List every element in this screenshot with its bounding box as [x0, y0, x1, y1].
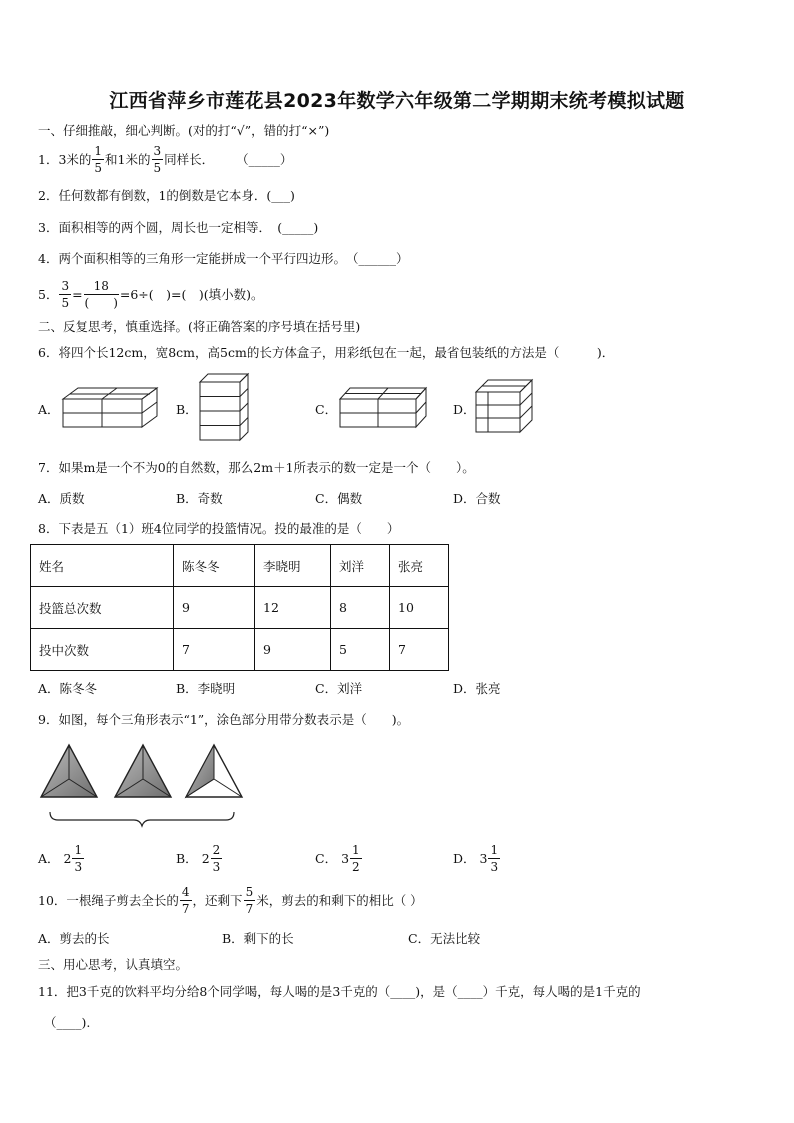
q1-fraction-2: $\frac{3}{5}$ — [153, 143, 162, 175]
q9-triangles-figure — [38, 742, 248, 832]
q6-option-b-label[interactable]: B． — [176, 402, 198, 417]
table-cell: 陈冬冬 — [174, 545, 255, 587]
q9-option-a-whole: 2 — [63, 850, 72, 866]
q9-option-c-fraction: $\frac{1}{2}$ — [352, 842, 360, 874]
q10-text-post: 米，剪去的和剩下的相比（ ） — [256, 893, 423, 908]
section-1-heading: 一、仔细推敲，细心判断。(对的打“√”，错的打“×”) — [38, 123, 330, 138]
q7-option-d[interactable]: D．合数 — [453, 491, 501, 506]
q1-text-mid: 和1米的 — [105, 152, 151, 167]
q1-answer-blank[interactable]: （_____） — [236, 152, 293, 167]
q9-option-d-whole: 3 — [479, 850, 488, 866]
table-cell: 投中次数 — [31, 629, 174, 671]
q7-option-c[interactable]: C．偶数 — [315, 491, 363, 506]
table-cell: 7 — [390, 629, 449, 671]
table-cell: 7 — [174, 629, 255, 671]
q10-text-pre: 10．一根绳子剪去全长的 — [38, 893, 179, 908]
q9-option-b-label: B． — [176, 851, 198, 866]
q8-option-b[interactable]: B．李晓明 — [176, 681, 236, 696]
table-cell: 12 — [255, 587, 331, 629]
table-cell: 5 — [331, 629, 390, 671]
q5-equals: = — [72, 286, 83, 302]
question-10 — [38, 881, 423, 919]
question-3: 3．面积相等的两个圆，周长也一定相等． (_____) — [38, 220, 319, 235]
q5-fraction-2: $\frac{18}{( )}$ — [84, 278, 118, 310]
q9-option-c[interactable] — [315, 840, 363, 876]
q8-option-a[interactable]: A．陈冬冬 — [38, 681, 98, 696]
q7-option-b[interactable]: B．奇数 — [176, 491, 223, 506]
q6-option-c-figure — [338, 385, 430, 431]
q9-option-c-whole: 3 — [341, 850, 350, 866]
q9-option-a-label: A． — [38, 851, 60, 866]
table-cell: 投篮总次数 — [31, 587, 174, 629]
q8-option-d[interactable]: D．张亮 — [453, 681, 501, 696]
q6-option-a-figure — [60, 385, 160, 431]
question-5 — [38, 277, 264, 311]
table-row — [31, 629, 449, 671]
question-4: 4．两个面积相等的三角形一定能拼成一个平行四边形。 （______） — [38, 251, 409, 266]
q1-fraction-1: $\frac{1}{5}$ — [94, 143, 103, 175]
q10-option-b[interactable]: B．剩下的长 — [222, 931, 294, 946]
table-cell: 姓名 — [31, 545, 174, 587]
q6-option-d-figure — [474, 378, 536, 436]
q9-option-d-label: D． — [453, 851, 476, 866]
table-cell: 8 — [331, 587, 390, 629]
q1-text-pre: 1．3米的 — [38, 152, 92, 167]
q9-option-d[interactable] — [453, 840, 501, 876]
section-2-heading: 二、反复思考，慎重选择。(将正确答案的序号填在括号里) — [38, 319, 361, 334]
q6-option-c-label[interactable]: C． — [315, 402, 338, 417]
q6-option-b-figure — [198, 372, 250, 444]
q10-option-a[interactable]: A．剪去的长 — [38, 931, 110, 946]
table-cell: 张亮 — [390, 545, 449, 587]
q9-option-b[interactable] — [176, 840, 223, 876]
q5-fraction-1: $\frac{3}{5}$ — [61, 278, 70, 310]
question-1 — [38, 142, 292, 176]
question-7: 7．如果m是一个不为0的自然数，那么2m＋1所表示的数一定是一个（ ）。 — [38, 460, 475, 475]
question-9: 9．如图，每个三角形表示“1”，涂色部分用带分数表示是（ )。 — [38, 712, 410, 727]
q6-option-d-label[interactable]: D． — [453, 402, 476, 417]
q8-option-c[interactable]: C．刘洋 — [315, 681, 363, 696]
q5-text-post: =6÷( )=( )(填小数)。 — [119, 287, 264, 302]
table-cell: 9 — [255, 629, 331, 671]
basketball-table — [30, 544, 449, 671]
q6-option-a-label[interactable]: A． — [38, 402, 60, 417]
q9-option-b-fraction: $\frac{2}{3}$ — [212, 842, 221, 874]
table-row — [31, 587, 449, 629]
q10-fraction-1: $\frac{4}{7}$ — [181, 884, 190, 916]
q10-option-c[interactable]: C．无法比较 — [408, 931, 481, 946]
table-cell: 9 — [174, 587, 255, 629]
q10-fraction-2: $\frac{5}{7}$ — [245, 884, 254, 916]
question-11-line-2: （____). — [44, 1015, 91, 1030]
q1-text-post: 同样长． — [164, 152, 215, 167]
question-6: 6．将四个长12cm，宽8cm，高5cm的长方体盒子，用彩纸包在一起，最省包装纸的方法是（ )． — [38, 345, 615, 360]
q7-option-a[interactable]: A．质数 — [38, 491, 85, 506]
q9-option-a[interactable] — [38, 840, 85, 876]
q5-text-pre: 5． — [38, 287, 59, 302]
q9-option-c-label: C． — [315, 851, 338, 866]
question-8: 8．下表是五（1）班4位同学的投篮情况。投的最准的是（ ） — [38, 521, 400, 536]
page-title: 江西省萍乡市莲花县2023年数学六年级第二学期期末统考模拟试题 — [109, 90, 685, 112]
q10-text-mid: ，还剩下 — [192, 893, 243, 908]
question-2: 2．任何数都有倒数，1的倒数是它本身．(___) — [38, 188, 295, 203]
table-cell: 刘洋 — [331, 545, 390, 587]
question-11-line-1: 11．把3千克的饮料平均分给8个同学喝，每人喝的是3千克的（____)，是（____）千克，每人喝的是1千克的 — [38, 984, 641, 999]
table-cell: 10 — [390, 587, 449, 629]
section-3-heading: 三、用心思考，认真填空。 — [38, 957, 189, 972]
q9-option-b-whole: 2 — [201, 850, 210, 866]
q9-option-d-fraction: $\frac{1}{3}$ — [490, 842, 499, 874]
table-row — [31, 545, 449, 587]
table-cell: 李晓明 — [255, 545, 331, 587]
q9-option-a-fraction: $\frac{1}{3}$ — [74, 842, 83, 874]
